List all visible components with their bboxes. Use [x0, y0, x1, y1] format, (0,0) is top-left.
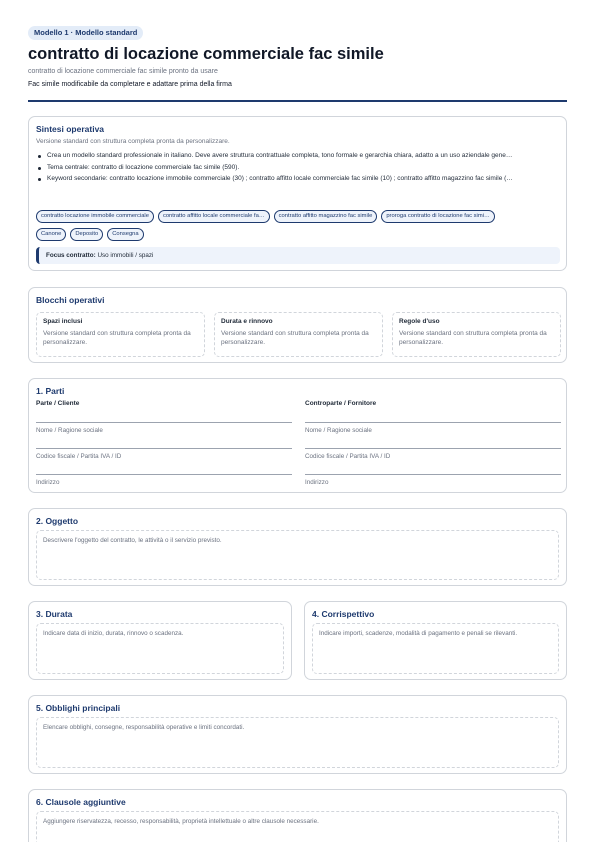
party-supplier-column — [305, 400, 561, 486]
duration-title: 3. Durata — [36, 609, 73, 619]
field-label: Indirizzo — [305, 479, 329, 486]
obligations-card — [28, 695, 567, 774]
field-label: Nome / Ragione sociale — [305, 427, 372, 434]
blocks-card — [28, 287, 567, 363]
client-tax-id-field[interactable] — [36, 448, 292, 460]
party-client-heading: Parte / Cliente — [36, 400, 80, 407]
parties-title: 1. Parti — [36, 386, 65, 396]
supplier-tax-id-field[interactable] — [305, 448, 561, 460]
summary-description: Versione standard con struttura completa pronta da personalizzare. — [36, 138, 230, 145]
clauses-textarea[interactable]: Aggiungere riservatezza, recesso, responsabilità, proprietà intellettuale o altre clausole necessarie. — [36, 811, 559, 842]
party-supplier-heading: Controparte / Fornitore — [305, 400, 377, 407]
block-title: Durata e rinnovo — [221, 318, 273, 325]
topic-chip[interactable]: Consegna — [107, 228, 143, 241]
field-label: Codice fiscale / Partita IVA / ID — [36, 453, 122, 460]
topic-chip[interactable]: Canone — [36, 228, 66, 241]
object-title: 2. Oggetto — [36, 516, 79, 526]
focus-value: Uso immobili / spazi — [97, 252, 154, 259]
field-label: Codice fiscale / Partita IVA / ID — [305, 453, 391, 460]
topic-chips — [36, 228, 561, 241]
party-client-column — [36, 400, 292, 486]
keyword-chips — [36, 210, 561, 223]
obligations-textarea[interactable]: Elencare obblighi, consegne, responsabilità operative e limiti concordati. — [36, 717, 559, 768]
keyword-chip[interactable]: proroga contratto di locazione fac simi… — [381, 210, 494, 223]
block-description: Versione standard con struttura completa pronta da personalizzare. — [399, 330, 547, 346]
summary-card — [28, 116, 567, 271]
block-regole — [392, 312, 561, 357]
keyword-chip[interactable]: contratto affitto magazzino fac simile — [274, 210, 378, 223]
block-description: Versione standard con struttura completa pronta da personalizzare. — [43, 330, 191, 346]
summary-bullet: Crea un modello standard professionale in italiano. Deve avere struttura contrattuale completa, tono formale e gerarchia chiara, adatto a un uso aziendale gene… — [36, 152, 561, 161]
field-label: Indirizzo — [36, 479, 60, 486]
obligations-title: 5. Obblighi principali — [36, 703, 121, 713]
blocks-title: Blocchi operativi — [36, 295, 105, 305]
client-name-field[interactable] — [36, 422, 292, 434]
topic-chip[interactable]: Deposito — [70, 228, 103, 241]
block-description: Versione standard con struttura completa pronta da personalizzare. — [221, 330, 369, 346]
summary-bullet: Tema centrale: contratto di locazione commerciale fac simile (590). — [36, 164, 561, 173]
fee-textarea[interactable]: Indicare importi, scadenze, modalità di pagamento e penali se rilevanti. — [312, 623, 559, 674]
clauses-title: 6. Clausole aggiuntive — [36, 797, 126, 807]
keyword-chip[interactable]: contratto locazione immobile commerciale — [36, 210, 154, 223]
object-card — [28, 508, 567, 586]
summary-title: Sintesi operativa — [36, 124, 105, 134]
block-title: Regole d'uso — [399, 318, 440, 325]
keyword-chip[interactable]: contratto affitto locale commerciale fa… — [158, 210, 270, 223]
block-durata — [214, 312, 383, 357]
block-title: Spazi inclusi — [43, 318, 83, 325]
duration-textarea[interactable]: Indicare data di inizio, durata, rinnovo o scadenza. — [36, 623, 284, 674]
focus-label: Focus contratto: — [46, 252, 96, 259]
client-address-field[interactable] — [36, 474, 292, 486]
supplier-address-field[interactable] — [305, 474, 561, 486]
summary-bullet: Keyword secondarie: contratto locazione immobile commerciale (30) ; contratto affitto locale commerciale fac simile (10) ; contratto affitto magazzino fac simile (… — [36, 175, 561, 184]
supplier-name-field[interactable] — [305, 422, 561, 434]
page-title: contratto di locazione commerciale fac simile — [28, 45, 384, 63]
clauses-card — [28, 789, 567, 842]
template-badge: Modello 1 · Modello standard — [28, 26, 143, 40]
fee-title: 4. Corrispettivo — [312, 609, 375, 619]
page-tagline: Fac simile modificabile da completare e adattare prima della firma — [28, 81, 232, 88]
duration-card — [28, 601, 292, 680]
block-spazi — [36, 312, 205, 357]
parties-card — [28, 378, 567, 493]
contract-focus — [36, 247, 560, 264]
header-divider — [28, 100, 567, 102]
field-label: Nome / Ragione sociale — [36, 427, 103, 434]
page-subtitle: contratto di locazione commerciale fac simile pronto da usare — [28, 68, 218, 75]
summary-bullets — [36, 152, 561, 187]
fee-card — [304, 601, 567, 680]
object-textarea[interactable]: Descrivere l'oggetto del contratto, le attività o il servizio previsto. — [36, 530, 559, 580]
